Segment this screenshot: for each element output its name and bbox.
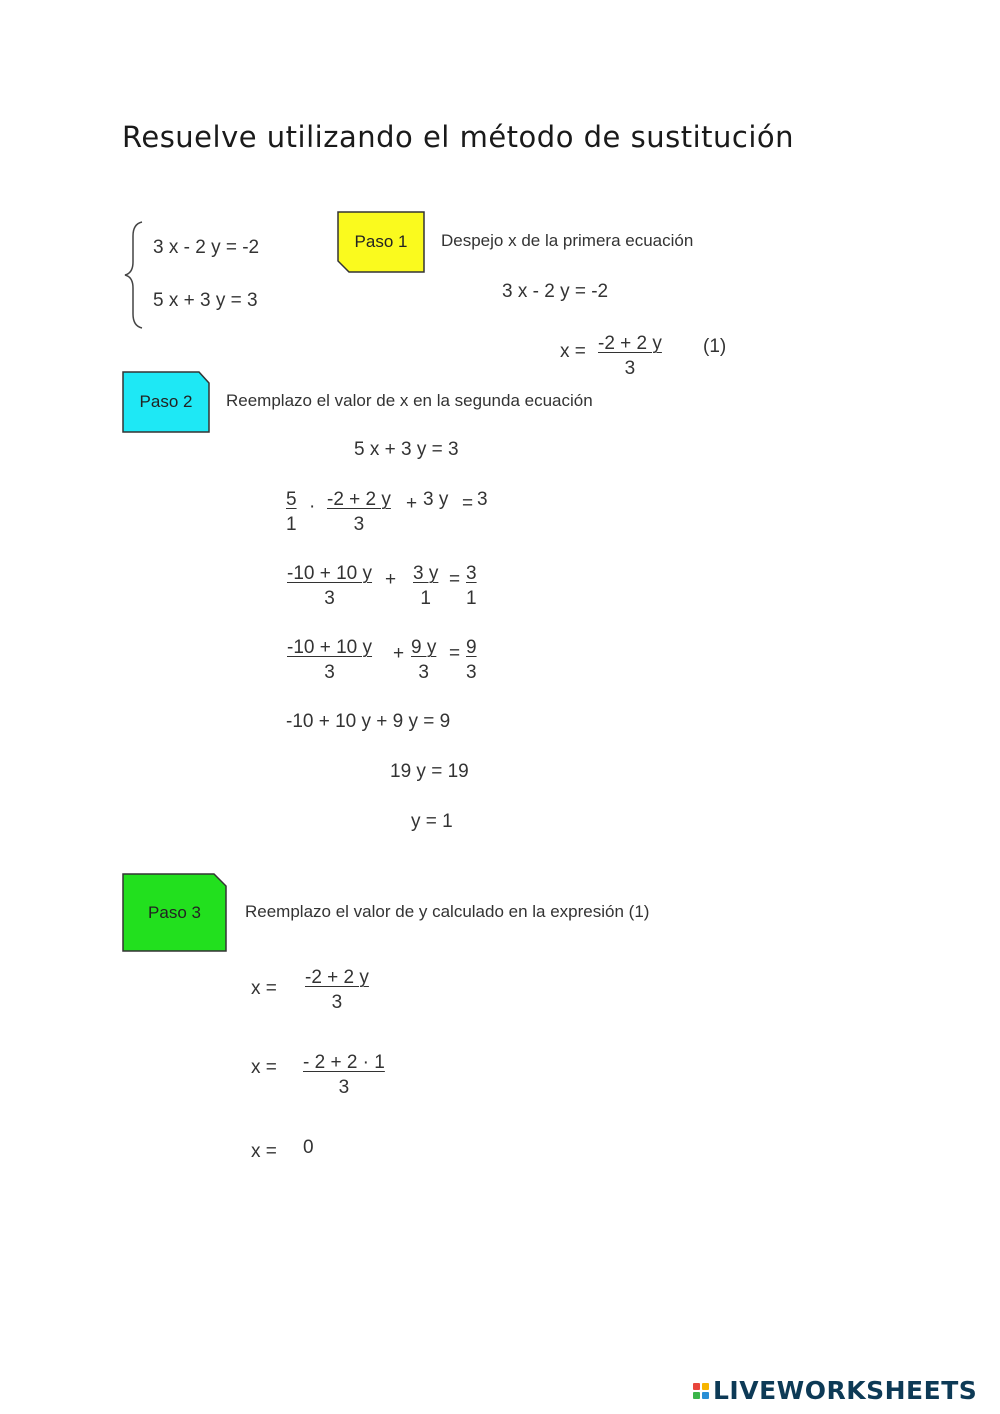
step3-line3-prefix: x = [251, 1141, 277, 1162]
line4-fraction-2 [409, 637, 438, 684]
line4-fraction-2-numerator: 9 y [411, 637, 437, 658]
line3-fraction-3-denominator: 1 [466, 588, 477, 609]
expression-reference: (1) [703, 336, 727, 357]
step2-badge [122, 371, 210, 433]
liveworksheets-logo [693, 1376, 977, 1405]
line4-plus: + [393, 643, 405, 664]
line4-fraction-1-numerator: -10 + 10 y [287, 637, 373, 658]
system-equation-1: 3 x - 2 y = -2 [153, 237, 260, 258]
brand-name: LIVEWORKSHEETS [713, 1376, 978, 1405]
liveworksheets-logo-icon [693, 1383, 709, 1399]
line2-equals: = [462, 493, 474, 514]
step2-equation: 5 x + 3 y = 3 [354, 439, 459, 460]
step3-fraction-1-numerator: -2 + 2 y [305, 967, 369, 988]
step2-description: Reemplazo el valor de x en la segunda ecuación [226, 391, 593, 410]
step3-description: Reemplazo el valor de y calculado en la expresión (1) [245, 902, 650, 921]
line4-fraction-3-denominator: 3 [466, 662, 477, 683]
line3-fraction-2-numerator: 3 y [413, 563, 439, 584]
line3-fraction-1-denominator: 3 [324, 588, 335, 609]
line3-plus: + [385, 569, 397, 590]
step2-label: Paso 2 [139, 392, 193, 411]
left-brace-icon [122, 220, 146, 330]
line3-fraction-1 [285, 563, 374, 610]
line5-equation: -10 + 10 y + 9 y = 9 [286, 711, 451, 732]
step3-badge [122, 873, 227, 952]
step3-result: 0 [303, 1137, 314, 1158]
line4-fraction-1-denominator: 3 [324, 662, 335, 683]
line3-fraction-2-denominator: 1 [420, 588, 431, 609]
line2-term: 3 y [423, 489, 449, 510]
step3-line1-prefix: x = [251, 978, 277, 999]
line3-fraction-1-numerator: -10 + 10 y [287, 563, 373, 584]
step3-fraction-2 [301, 1052, 387, 1099]
page-title: Resuelve utilizando el método de sustitución [122, 120, 795, 154]
step3-line2-prefix: x = [251, 1057, 277, 1078]
line3-fraction-3 [464, 563, 479, 610]
line3-equals: = [449, 569, 461, 590]
line2-plus: + [406, 493, 418, 514]
line2-fraction-1-denominator: 1 [286, 514, 297, 535]
step1-label: Paso 1 [354, 232, 408, 251]
line2-rhs: 3 [477, 489, 488, 510]
line4-fraction-3 [464, 637, 479, 684]
step3-fraction-2-numerator: - 2 + 2 · 1 [303, 1052, 385, 1073]
step3-label: Paso 3 [148, 902, 201, 922]
line2-fraction-2 [325, 489, 393, 536]
step1-equation: 3 x - 2 y = -2 [502, 281, 609, 302]
line4-equals: = [449, 643, 461, 664]
line2-fraction-1 [284, 489, 299, 536]
line2-fraction-2-numerator: -2 + 2 y [327, 489, 391, 510]
line7-result: y = 1 [411, 811, 453, 832]
line4-fraction-2-denominator: 3 [418, 662, 429, 683]
step1-fraction-numerator: -2 + 2 y [598, 333, 662, 354]
system-equation-2: 5 x + 3 y = 3 [153, 290, 258, 311]
line4-fraction-1 [285, 637, 374, 684]
step3-fraction-1-denominator: 3 [331, 992, 343, 1013]
line2-dot: · [309, 496, 316, 517]
step3-fraction-1 [303, 967, 371, 1014]
step3-fraction-2-denominator: 3 [338, 1077, 350, 1098]
step1-description: Despejo x de la primera ecuación [441, 231, 694, 250]
line2-fraction-2-denominator: 3 [353, 514, 365, 535]
line3-fraction-3-numerator: 3 [466, 563, 477, 584]
step1-fraction [596, 333, 664, 380]
line2-fraction-1-numerator: 5 [286, 489, 297, 510]
line6-equation: 19 y = 19 [390, 761, 469, 782]
step1-fraction-denominator: 3 [624, 358, 636, 379]
line3-fraction-2 [411, 563, 440, 610]
step1-x-prefix: x = [560, 341, 586, 362]
line4-fraction-3-numerator: 9 [466, 637, 477, 658]
step1-badge [337, 211, 425, 273]
